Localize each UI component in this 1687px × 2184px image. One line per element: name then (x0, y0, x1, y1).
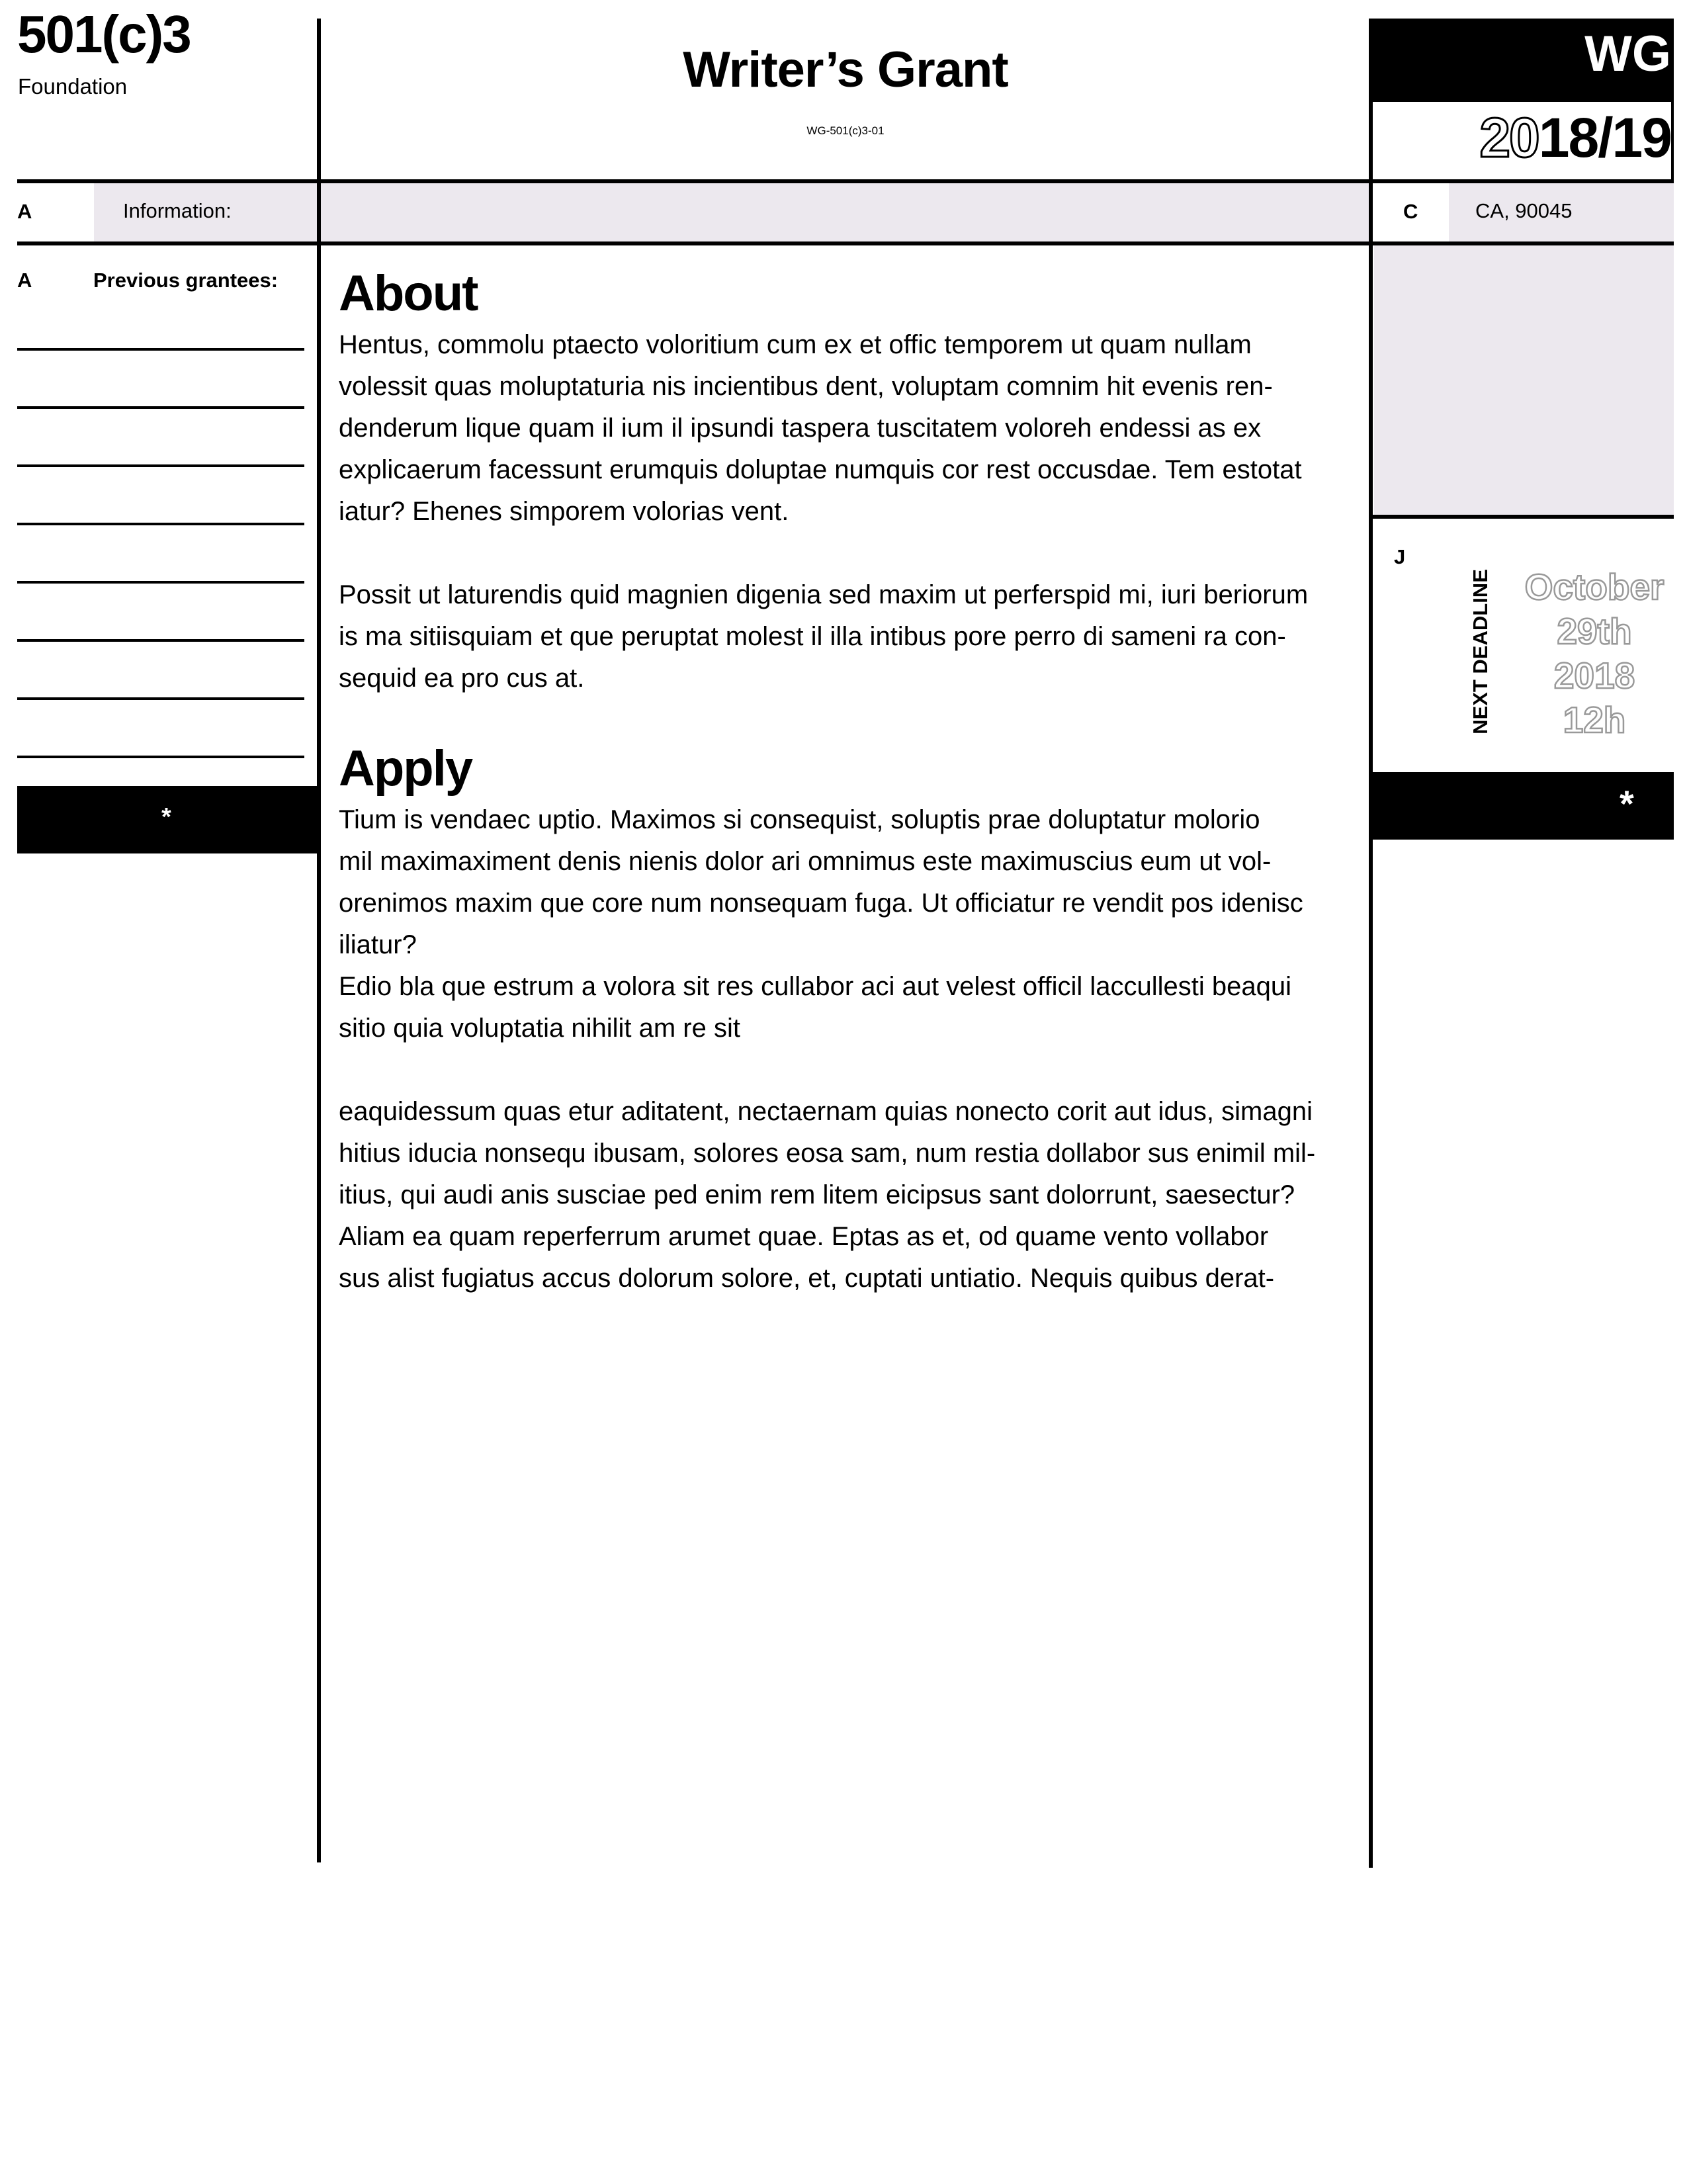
grantee-line (17, 756, 304, 758)
apply-heading: Apply (339, 740, 472, 797)
about-heading: About (339, 265, 478, 322)
info-label: Information: (123, 199, 232, 222)
right-column-divider (1369, 19, 1373, 1868)
right-shaded-box (1374, 245, 1674, 517)
badge-year-outline: 20 (1479, 107, 1539, 169)
grantee-line (17, 581, 304, 584)
left-column-divider (317, 19, 321, 1862)
right-star-symbol: * (1620, 783, 1634, 824)
deadline-hour: 12h (1563, 699, 1626, 740)
deadline-top-rule (1371, 515, 1674, 519)
info-row-fill (94, 181, 1371, 242)
deadline-month: October (1524, 566, 1665, 607)
deadline-letter: J (1394, 545, 1406, 568)
grantee-line (17, 523, 304, 525)
org-name: 501(c)3 (17, 5, 191, 64)
badge-year-rest: 18/19 (1538, 107, 1671, 169)
deadline-day: 29th (1557, 611, 1632, 652)
grantees-label: Previous grantees: (93, 269, 279, 292)
deadline-date (1508, 565, 1680, 742)
location-letter: C (1403, 200, 1418, 223)
header-rule (17, 179, 1674, 183)
info-rule (17, 241, 1674, 245)
location-value: CA, 90045 (1475, 199, 1573, 222)
deadline-year: 2018 (1553, 655, 1635, 696)
grantee-line (17, 464, 304, 467)
grantee-line (17, 348, 304, 351)
grantee-line (17, 697, 304, 700)
info-letter: A (17, 200, 32, 223)
badge-left-edge (1369, 19, 1373, 102)
grantee-line (17, 639, 304, 642)
form-title: Writer’s Grant (683, 42, 1008, 98)
org-subtitle: Foundation (18, 74, 128, 99)
badge-code: WG (1584, 26, 1671, 82)
grantees-letter: A (17, 269, 32, 292)
about-paragraph-2: Possit ut laturendis quid magnien digenia sed maxim ut perferspid mi, iuri beriorum is ma sitiisquiam et que peruptat molest il illa intibus pore perro di sameni ra con- sequid ea pro cus at. (339, 580, 1309, 693)
badge-right-edge (1671, 99, 1674, 180)
left-star-symbol: * (161, 803, 171, 831)
apply-paragraph-2: eaquidessum quas etur aditatent, nectaernam quias nonecto corit aut idus, simagni hitius iducia nonsequ ibusam, solores eosa sam, num restia dollabor sus enimil mil- itius, qui audi anis susciae ped enim rem litem eicipsus sant dolorrunt, saesectur? Aliam ea quam reperferrum arumet quae. Eptas as et, od quame vento vollabor sus alist fugiatus accus dolorum solore, et, cuptati untiatio. Nequis quibus derat- (339, 1097, 1316, 1293)
badge-divider (1371, 99, 1674, 102)
deadline-label: NEXT DEADLINE (1469, 569, 1492, 734)
badge-year (1479, 106, 1671, 170)
grantee-line (17, 406, 304, 409)
form-number: WG-501(c)3-01 (806, 124, 885, 137)
apply-paragraph-1: Tium is vendaec uptio. Maximos si consequist, soluptis prae doluptatur molorio mil maximaximent denis nienis dolor ari omnimus este maximuscius eum ut vol- orenimos maxim que core num nonsequam fuga. Ut officiatur re vendit pos idenisc iliatur? Edio bla que estrum a volora sit res cullabor aci aut velest officil laccullesti beaqui sitio quia voluptatia nihilit am re sit (339, 805, 1303, 1043)
about-paragraph-1: Hentus, commolu ptaecto voloritium cum ex et offic temporem ut quam nullam volessit quas moluptaturia nis incientibus dent, voluptam comnim hit evenis ren- denderum lique quam il ium il ipsundi taspera tuscitatem voloreh endessi as ex explicaerum facessunt erumquis doluptae numquis cor rest occusdae. Tem estotat iatur? Ehenes simporem volorias vent. (339, 330, 1302, 526)
